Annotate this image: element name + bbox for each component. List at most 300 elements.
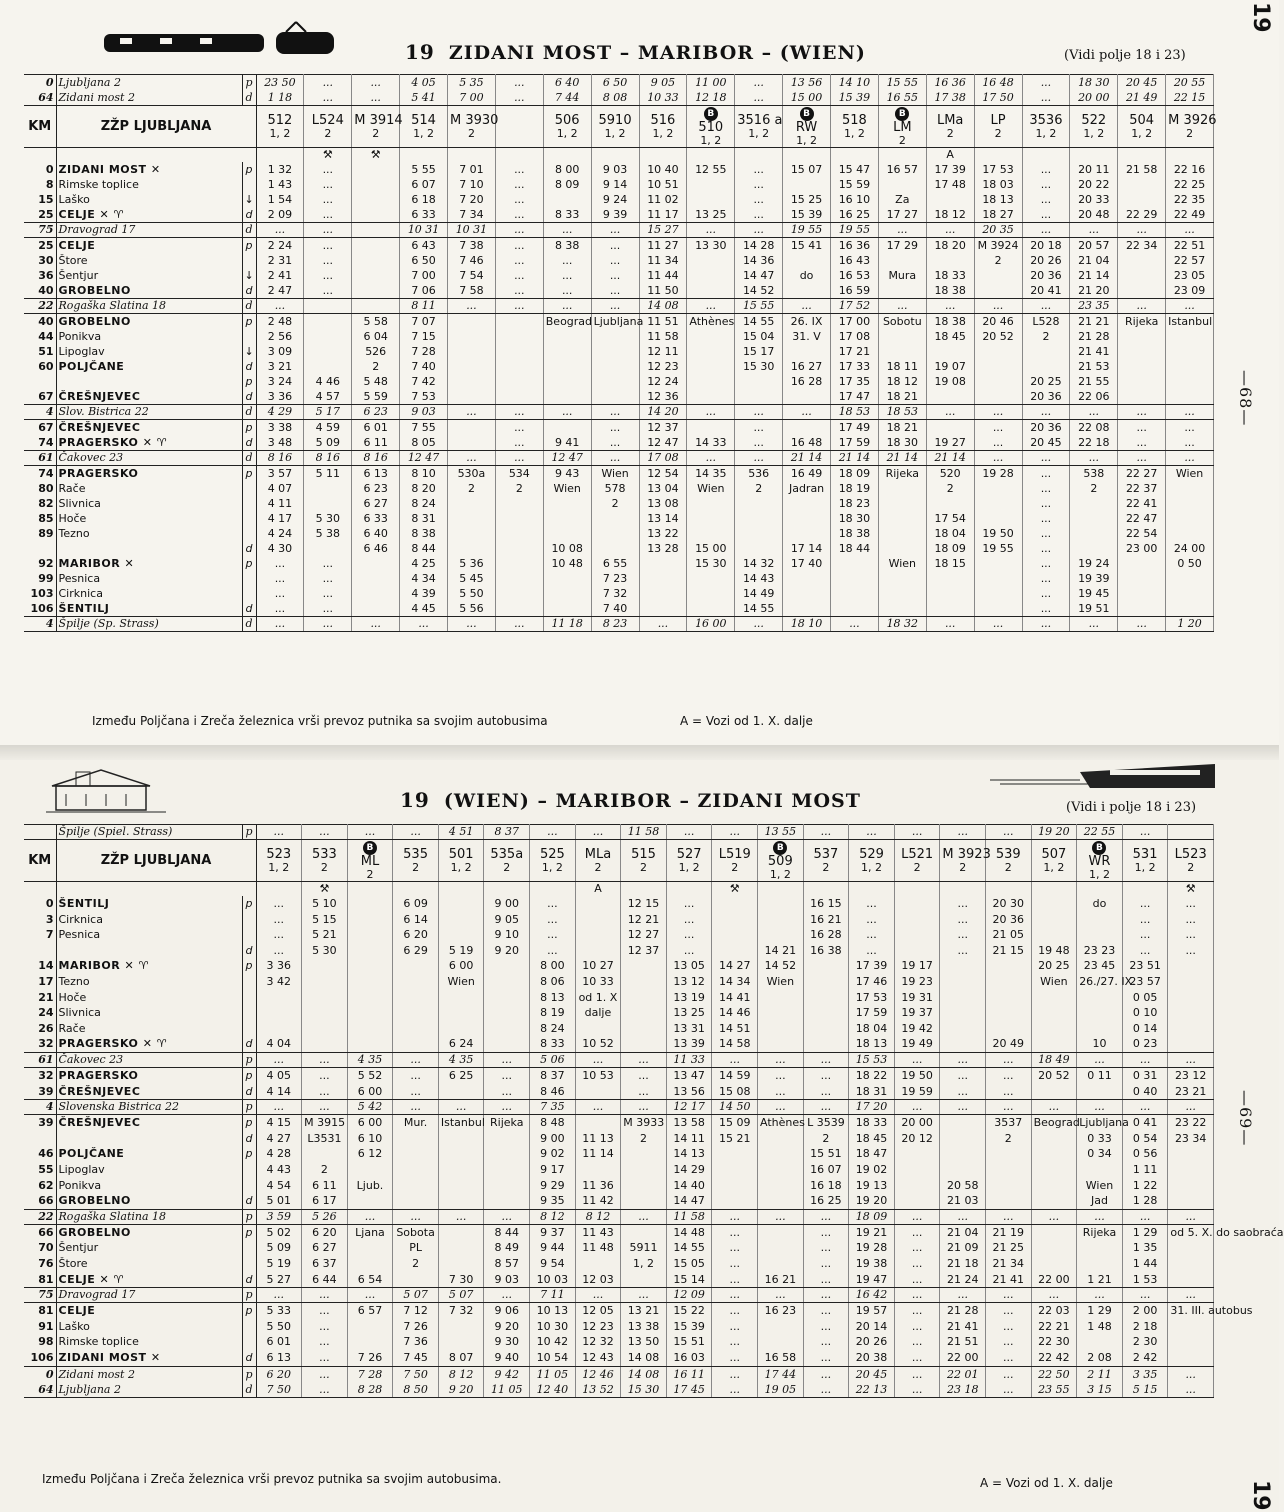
arr-dep-mark: p [245, 1147, 253, 1161]
time-cell: 11 13 11 14 11 36 11 42 [575, 1115, 621, 1210]
km-cell [24, 825, 56, 840]
time-cell: ... [495, 617, 543, 632]
train-number: 525 [539, 846, 565, 862]
time-value: 17 38 [934, 91, 966, 104]
train-number: LP [990, 112, 1006, 128]
station-name: MARIBOR ✕ ♈ [58, 959, 149, 973]
time-cell: 4 59 5 09 [304, 420, 352, 451]
train-header-row [24, 106, 1214, 148]
time-cell: ... [448, 617, 496, 632]
train-number-header [1031, 840, 1077, 882]
page-title [400, 788, 861, 812]
train-class: 1, 2 [604, 126, 626, 140]
time-cell: 14 21 14 52 Wien [758, 896, 804, 1053]
arr-dep-cell: d [242, 405, 256, 420]
time-cell: ... [302, 1053, 348, 1068]
time-cell: Ljubljana [591, 314, 639, 405]
train-class: 2 [1187, 860, 1195, 874]
time-cell: ... [393, 1053, 439, 1068]
station-name: Štore [58, 1256, 88, 1270]
time-cell: 3 38 3 48 [256, 420, 304, 451]
km-value: 26 [38, 1021, 54, 1035]
connection-row [24, 451, 1214, 466]
time-cell: 4 51 [438, 825, 484, 840]
time-cell: 8 11 [400, 299, 448, 314]
time-cell: ... [1022, 617, 1070, 632]
time-cell: Wien 578 2 6 55 7 23 7 32 7 40 [591, 466, 639, 617]
time-cell: 17 39 17 48 18 12 [926, 162, 974, 223]
arr-dep-mark: p [245, 1367, 253, 1381]
train-class: 2 [324, 126, 332, 140]
train-class: 1, 2 [700, 134, 722, 147]
connection-row [24, 825, 1214, 840]
time-cell: 5 02 5 09 5 19 5 27 [256, 1224, 302, 1287]
time-cell: 19 50 19 59 [894, 1068, 940, 1100]
station-block [24, 1224, 1214, 1287]
km-header: KM [24, 106, 56, 148]
time-cell [783, 75, 831, 106]
time-cell: 6 23 [352, 405, 400, 420]
station-name: Rimske toplice [58, 1335, 139, 1349]
arr-dep-mark: d [245, 436, 253, 449]
km-value [26, 943, 54, 959]
time-cell: ... ... [712, 1366, 758, 1397]
station-block [24, 1068, 1214, 1100]
train-class: 2 [594, 860, 602, 874]
time-cell: ... ... ... ... [302, 1303, 348, 1366]
time-value: ... [514, 76, 525, 89]
train-number: 514 [411, 112, 436, 128]
time-cell: ... ... [621, 1068, 667, 1100]
km-value: 62 [38, 1178, 54, 1192]
time-cell: ... [712, 825, 758, 840]
km-value: 70 [38, 1241, 54, 1255]
time-value: ... [322, 76, 334, 89]
time-cell: 7 11 [530, 1288, 576, 1303]
km-value: 36 [38, 269, 54, 282]
table-number: 19 [405, 40, 435, 64]
time-cell: ... [940, 1288, 986, 1303]
time-cell: 11 18 [543, 617, 591, 632]
km-value: 64 [38, 1382, 54, 1396]
time-cell [1118, 75, 1166, 106]
arr-dep-mark [245, 1178, 254, 1194]
station-name: Ljubljana 2 [58, 1382, 121, 1396]
time-cell: 21 28 21 41 21 51 22 00 [940, 1303, 986, 1366]
time-cell: ... [894, 1100, 940, 1115]
train-number: 518 [842, 112, 867, 128]
time-cell: 8 48 9 00 9 02 9 17 9 29 9 35 [530, 1115, 576, 1210]
arr-dep-mark: d [245, 360, 253, 373]
company-header: ZŽP LJUBLJANA [56, 840, 256, 882]
km-cell [24, 238, 56, 299]
b-badge-icon: B [800, 107, 814, 121]
station-name: Cirknica [58, 587, 103, 600]
time-cell: ... [1168, 1288, 1214, 1303]
train-symbol [438, 882, 484, 897]
time-value: 15 55 [886, 76, 919, 89]
time-cell: 11 51 11 58 12 11 12 23 12 24 12 36 [639, 314, 687, 405]
connection-row [24, 223, 1214, 238]
arr-dep-mark: d [245, 602, 253, 615]
time-cell: 5 55 6 07 6 18 6 33 [400, 162, 448, 223]
train-number-header [575, 840, 621, 882]
time-value: 20 45 [1125, 76, 1158, 89]
time-value: 12 18 [695, 91, 727, 104]
time-cell: 15 53 [849, 1053, 895, 1068]
time-cell: ... [1077, 1209, 1123, 1224]
time-cell: M 3915 L3531 2 6 11 6 17 [302, 1115, 348, 1210]
km-value: 0 [45, 76, 54, 89]
station-cell: Rogaška Slatina 18 [56, 1209, 242, 1224]
time-cell: ... [687, 223, 735, 238]
km-value: 76 [38, 1256, 54, 1270]
arr-dep-cell [242, 1115, 256, 1210]
time-cell: 10 31 [448, 223, 496, 238]
km-cell: 22 [24, 299, 56, 314]
train-symbol: A [575, 882, 621, 897]
station-name: CELJE ✕ ♈ [58, 1272, 124, 1286]
km-value: 40 [38, 315, 54, 328]
time-cell: ... [543, 405, 591, 420]
time-cell: ... ... ... ... [940, 896, 986, 1053]
train-class: 1, 2 [843, 126, 865, 140]
train-number-header [1122, 840, 1168, 882]
time-cell: 18 32 [878, 617, 926, 632]
time-cell: L 3539 2 15 51 16 07 16 18 16 25 [803, 1115, 849, 1210]
time-cell: 22 27 22 37 22 41 22 47 22 54 23 00 [1118, 466, 1166, 617]
station-name: ZIDANI MOST ✕ [58, 163, 161, 176]
station-name [59, 943, 240, 959]
time-cell [1070, 75, 1118, 106]
arr-dep-mark [245, 974, 254, 990]
time-value: 5 41 [411, 91, 436, 104]
timetable-page-bottom [0, 760, 1284, 1512]
time-cell: 23 35 [1070, 299, 1118, 314]
station-block [24, 238, 1214, 299]
time-cell: ... [347, 1209, 393, 1224]
time-cell [448, 314, 496, 405]
time-value: 7 00 [459, 91, 484, 104]
time-cell [352, 75, 400, 106]
station-name: Tezno [58, 974, 90, 988]
time-cell: ... [783, 405, 831, 420]
arr-dep-mark [245, 329, 254, 344]
time-cell: 5 42 [347, 1100, 393, 1115]
time-cell: ... ... [803, 1366, 849, 1397]
time-cell: ... [986, 1288, 1032, 1303]
time-cell: 15 41 do [783, 238, 831, 299]
time-cell: 18 09 18 19 18 23 18 30 18 38 18 44 [831, 466, 879, 617]
time-cell: 14 08 [639, 299, 687, 314]
station-name: Rimske toplice [58, 178, 139, 191]
train-number-header [304, 106, 352, 148]
time-cell: 8 12 9 20 [438, 1366, 484, 1397]
time-cell: ... [621, 1288, 667, 1303]
time-cell: ... [621, 1209, 667, 1224]
time-cell: ... ... ... ... [803, 1303, 849, 1366]
connection-row [24, 75, 1214, 106]
time-cell: 13 58 14 11 14 13 14 29 14 40 14 47 [666, 1115, 712, 1210]
time-cell: 6 20 7 50 [256, 1366, 302, 1397]
see-also-note: (Vidi polje 18 i 23) [1064, 48, 1186, 63]
time-cell: 7 30 [438, 1224, 484, 1287]
time-cell: 16 42 [849, 1288, 895, 1303]
arr-dep-cell [242, 75, 256, 106]
time-cell [352, 238, 400, 299]
time-cell: ... [484, 1053, 530, 1068]
train-class: 1, 2 [556, 126, 578, 140]
time-cell: ... [621, 1053, 667, 1068]
km-cell [24, 1303, 56, 1366]
time-cell: 8 16 [352, 451, 400, 466]
time-cell: 6 13 6 23 6 27 6 33 6 40 6 46 [352, 466, 400, 617]
time-cell: ... [1168, 1100, 1214, 1115]
train-symbol [1077, 882, 1123, 897]
train-number: M 3926 [1168, 112, 1217, 128]
time-cell: ... ... ... ... 8 00 8 06 8 13 8 19 8 24 8 33 [530, 896, 576, 1053]
time-cell: 14 59 15 08 [712, 1068, 758, 1100]
train-number-header [393, 840, 439, 882]
time-cell: ... ... [1168, 1366, 1214, 1397]
time-cell [400, 75, 448, 106]
time-cell: ... [974, 617, 1022, 632]
time-cell: 4 15 4 27 4 28 4 43 4 54 5 01 [256, 1115, 302, 1210]
train-symbol: ⚒ [352, 148, 400, 163]
station-name: POLJČANE [58, 360, 125, 373]
time-cell: ... [1118, 299, 1166, 314]
train-symbol [1070, 148, 1118, 163]
station-name: CELJE [58, 1304, 96, 1318]
arr-dep-cell [242, 466, 256, 617]
time-value: 14 10 [838, 76, 871, 89]
km-value: 99 [38, 572, 54, 585]
arr-dep-mark: p [245, 557, 253, 570]
train-number: 501 [448, 846, 474, 862]
train-symbol [1122, 882, 1168, 897]
station-name: CELJE [58, 239, 96, 252]
station-cell [56, 1224, 242, 1287]
train-class: 1, 2 [1088, 868, 1110, 881]
time-cell: ... ... ... ... 17 39 17 46 17 53 17 59 18 04 18 13 [849, 896, 895, 1053]
arr-dep-mark: p [245, 163, 253, 176]
km-value: 91 [38, 1319, 54, 1333]
time-cell: 13 55 [758, 825, 804, 840]
time-cell: 19 48 20 25 Wien [1031, 896, 1077, 1053]
time-cell: 14 08 15 30 [621, 1366, 667, 1397]
time-cell: ... [621, 1100, 667, 1115]
time-cell: 12 09 [666, 1288, 712, 1303]
time-cell: ... [894, 1288, 940, 1303]
time-cell: ... [256, 617, 304, 632]
time-cell: ... ... [735, 420, 783, 451]
time-cell: ... [302, 1100, 348, 1115]
station-name: CELJE ✕ ♈ [58, 208, 124, 221]
time-cell: ... [712, 1209, 758, 1224]
station-name: PRAGERSKO [58, 1069, 139, 1082]
time-cell: 21 19 21 25 21 34 21 41 [986, 1224, 1032, 1287]
time-cell: ... [758, 1053, 804, 1068]
time-cell: ... [256, 1288, 302, 1303]
train-number: 529 [859, 846, 884, 862]
time-value: 4 05 [411, 76, 436, 89]
arr-dep-cell: d [242, 451, 256, 466]
time-cell: 4 29 [256, 405, 304, 420]
train-symbol [1031, 882, 1077, 897]
train-number-header [783, 106, 831, 148]
connection-row [24, 1209, 1214, 1224]
time-cell: 20 35 [974, 223, 1022, 238]
time-value: 16 48 [982, 76, 1014, 89]
time-cell: ... [575, 825, 621, 840]
time-cell: 9 00 9 05 9 10 9 20 [484, 896, 530, 1053]
time-cell: 20 45 22 13 [849, 1366, 895, 1397]
time-cell: 22 51 22 57 23 05 23 09 [1166, 238, 1214, 299]
train-class: 2 [1004, 860, 1012, 874]
time-cell: 11 58 [666, 1209, 712, 1224]
time-cell [687, 75, 735, 106]
time-value: 6 50 [602, 76, 628, 89]
km-cell [24, 1115, 56, 1210]
train-class: 1, 2 [678, 860, 700, 874]
time-cell: ... [1022, 223, 1070, 238]
time-cell: 1 29 1 48 2 08 [1077, 1303, 1123, 1366]
train-number-header [1070, 106, 1118, 148]
time-cell: 22 01 23 18 [940, 1366, 986, 1397]
km-value: 3 [45, 912, 54, 926]
km-value: 106 [30, 602, 54, 615]
time-value: ... [370, 76, 381, 89]
time-cell: ... ... [484, 1068, 530, 1100]
time-cell: 31. III. autobus [1168, 1303, 1214, 1366]
arr-dep-cell [242, 1303, 256, 1366]
time-cell: 14 50 [712, 1100, 758, 1115]
time-cell: ... [575, 1053, 621, 1068]
time-cell: ... ... [986, 1366, 1032, 1397]
train-number: 509 [767, 854, 793, 869]
time-cell: ... [1168, 1053, 1214, 1068]
time-cell: Beograd [1031, 1115, 1077, 1210]
train-class: 1, 2 [541, 860, 563, 874]
train-number: ML [360, 854, 380, 869]
time-cell: 4 35 [347, 1053, 393, 1068]
time-cell: ... ... ... ... ... ... ... ... ... ... [1022, 466, 1070, 617]
corner-page-number: 19 [1248, 2, 1273, 33]
time-cell: 5 10 5 15 5 21 5 30 [302, 896, 348, 1053]
footnote-bus: Između Poljčana i Zreča železnica vrši prevoz putnika sa svojim autobusima [92, 714, 548, 728]
time-cell: 18 53 [831, 405, 879, 420]
arr-dep-mark [245, 511, 254, 526]
train-class: 1, 2 [1131, 126, 1153, 140]
train-number: 504 [1129, 112, 1155, 128]
train-symbol [484, 882, 530, 897]
station-name: PRAGERSKO [58, 467, 139, 480]
train-symbol: ⚒ [712, 882, 758, 897]
station-name: ČREŠNJEVEC [58, 1084, 141, 1098]
km-cell [24, 1366, 56, 1397]
station-cell [56, 420, 242, 451]
km-value: 0 [45, 897, 54, 910]
time-value: 8 08 [602, 91, 628, 104]
time-cell: 21 04 21 09 21 18 21 24 [940, 1224, 986, 1287]
train-number: 3516 a [737, 112, 783, 128]
time-value: 11 00 [695, 76, 727, 89]
time-cell: ... [1166, 405, 1214, 420]
arr-dep-cell [242, 314, 256, 405]
page-title [405, 40, 866, 64]
time-cell: ... [712, 1053, 758, 1068]
train-header-row [24, 840, 1214, 882]
km-value: 51 [38, 345, 54, 358]
train-number-header [591, 106, 639, 148]
time-cell: ... ... ... ... [591, 238, 639, 299]
km-value: 32 [38, 1069, 54, 1082]
train-symbol [803, 882, 849, 897]
km-cell: 75 [24, 223, 56, 238]
time-cell: ... ... [302, 1068, 348, 1100]
station-block [24, 162, 1214, 223]
train-class: 1, 2 [413, 126, 435, 140]
time-cell [256, 75, 304, 106]
time-cell [352, 299, 400, 314]
km-value: 24 [38, 1006, 54, 1020]
footnote-a: A = Vozi od 1. X. dalje [980, 1476, 1113, 1490]
time-cell: ... [803, 1288, 849, 1303]
time-cell: ... [591, 405, 639, 420]
time-cell: ... [256, 223, 304, 238]
time-value: 9 05 [650, 76, 676, 89]
time-cell: 16 21 [758, 1224, 804, 1287]
time-cell: ... [1070, 617, 1118, 632]
train-symbol [878, 148, 926, 163]
time-cell: ... ... ... ... [894, 1303, 940, 1366]
time-cell: 10 27 10 33 od 1. X dalje 10 52 [575, 896, 621, 1053]
time-cell: ... [894, 1209, 940, 1224]
time-cell: 19 27 [926, 420, 974, 451]
time-cell [352, 162, 400, 223]
station-cell: Rogaška Slatina 18 [56, 299, 242, 314]
time-cell: ... [495, 223, 543, 238]
train-symbol: A [926, 148, 974, 163]
time-cell: 0 11 [1077, 1068, 1123, 1100]
station-name: ZIDANI MOST ✕ [58, 1350, 161, 1364]
time-cell: 6 57 7 26 [347, 1303, 393, 1366]
train-class: 1, 2 [861, 860, 883, 874]
time-value: ... [370, 91, 381, 104]
time-cell: 538 2 19 24 19 39 19 45 19 51 [1070, 466, 1118, 617]
time-cell: 6 00 6 10 6 12 Ljub. [347, 1115, 393, 1210]
station-cell [56, 314, 242, 405]
time-cell: Athènes [687, 314, 735, 405]
arr-dep-cell [242, 1068, 256, 1100]
time-cell: ... [1077, 1053, 1123, 1068]
station-cell [56, 1115, 242, 1210]
time-cell [926, 75, 974, 106]
train-number: M 3923 [942, 846, 991, 862]
train-number-header [400, 106, 448, 148]
time-cell: 22 34 [1118, 238, 1166, 299]
time-value: 7 44 [554, 91, 580, 104]
time-cell [448, 75, 496, 106]
time-cell: ... [302, 825, 348, 840]
station-name [59, 1131, 240, 1147]
station-name: GROBELNO [58, 315, 131, 328]
time-cell [352, 223, 400, 238]
train-illustration-icon [990, 762, 1220, 792]
time-cell: 12 46 13 52 [575, 1366, 621, 1397]
train-number-header [894, 840, 940, 882]
time-cell: 0 41 0 54 0 56 1 11 1 22 1 28 [1122, 1115, 1168, 1210]
